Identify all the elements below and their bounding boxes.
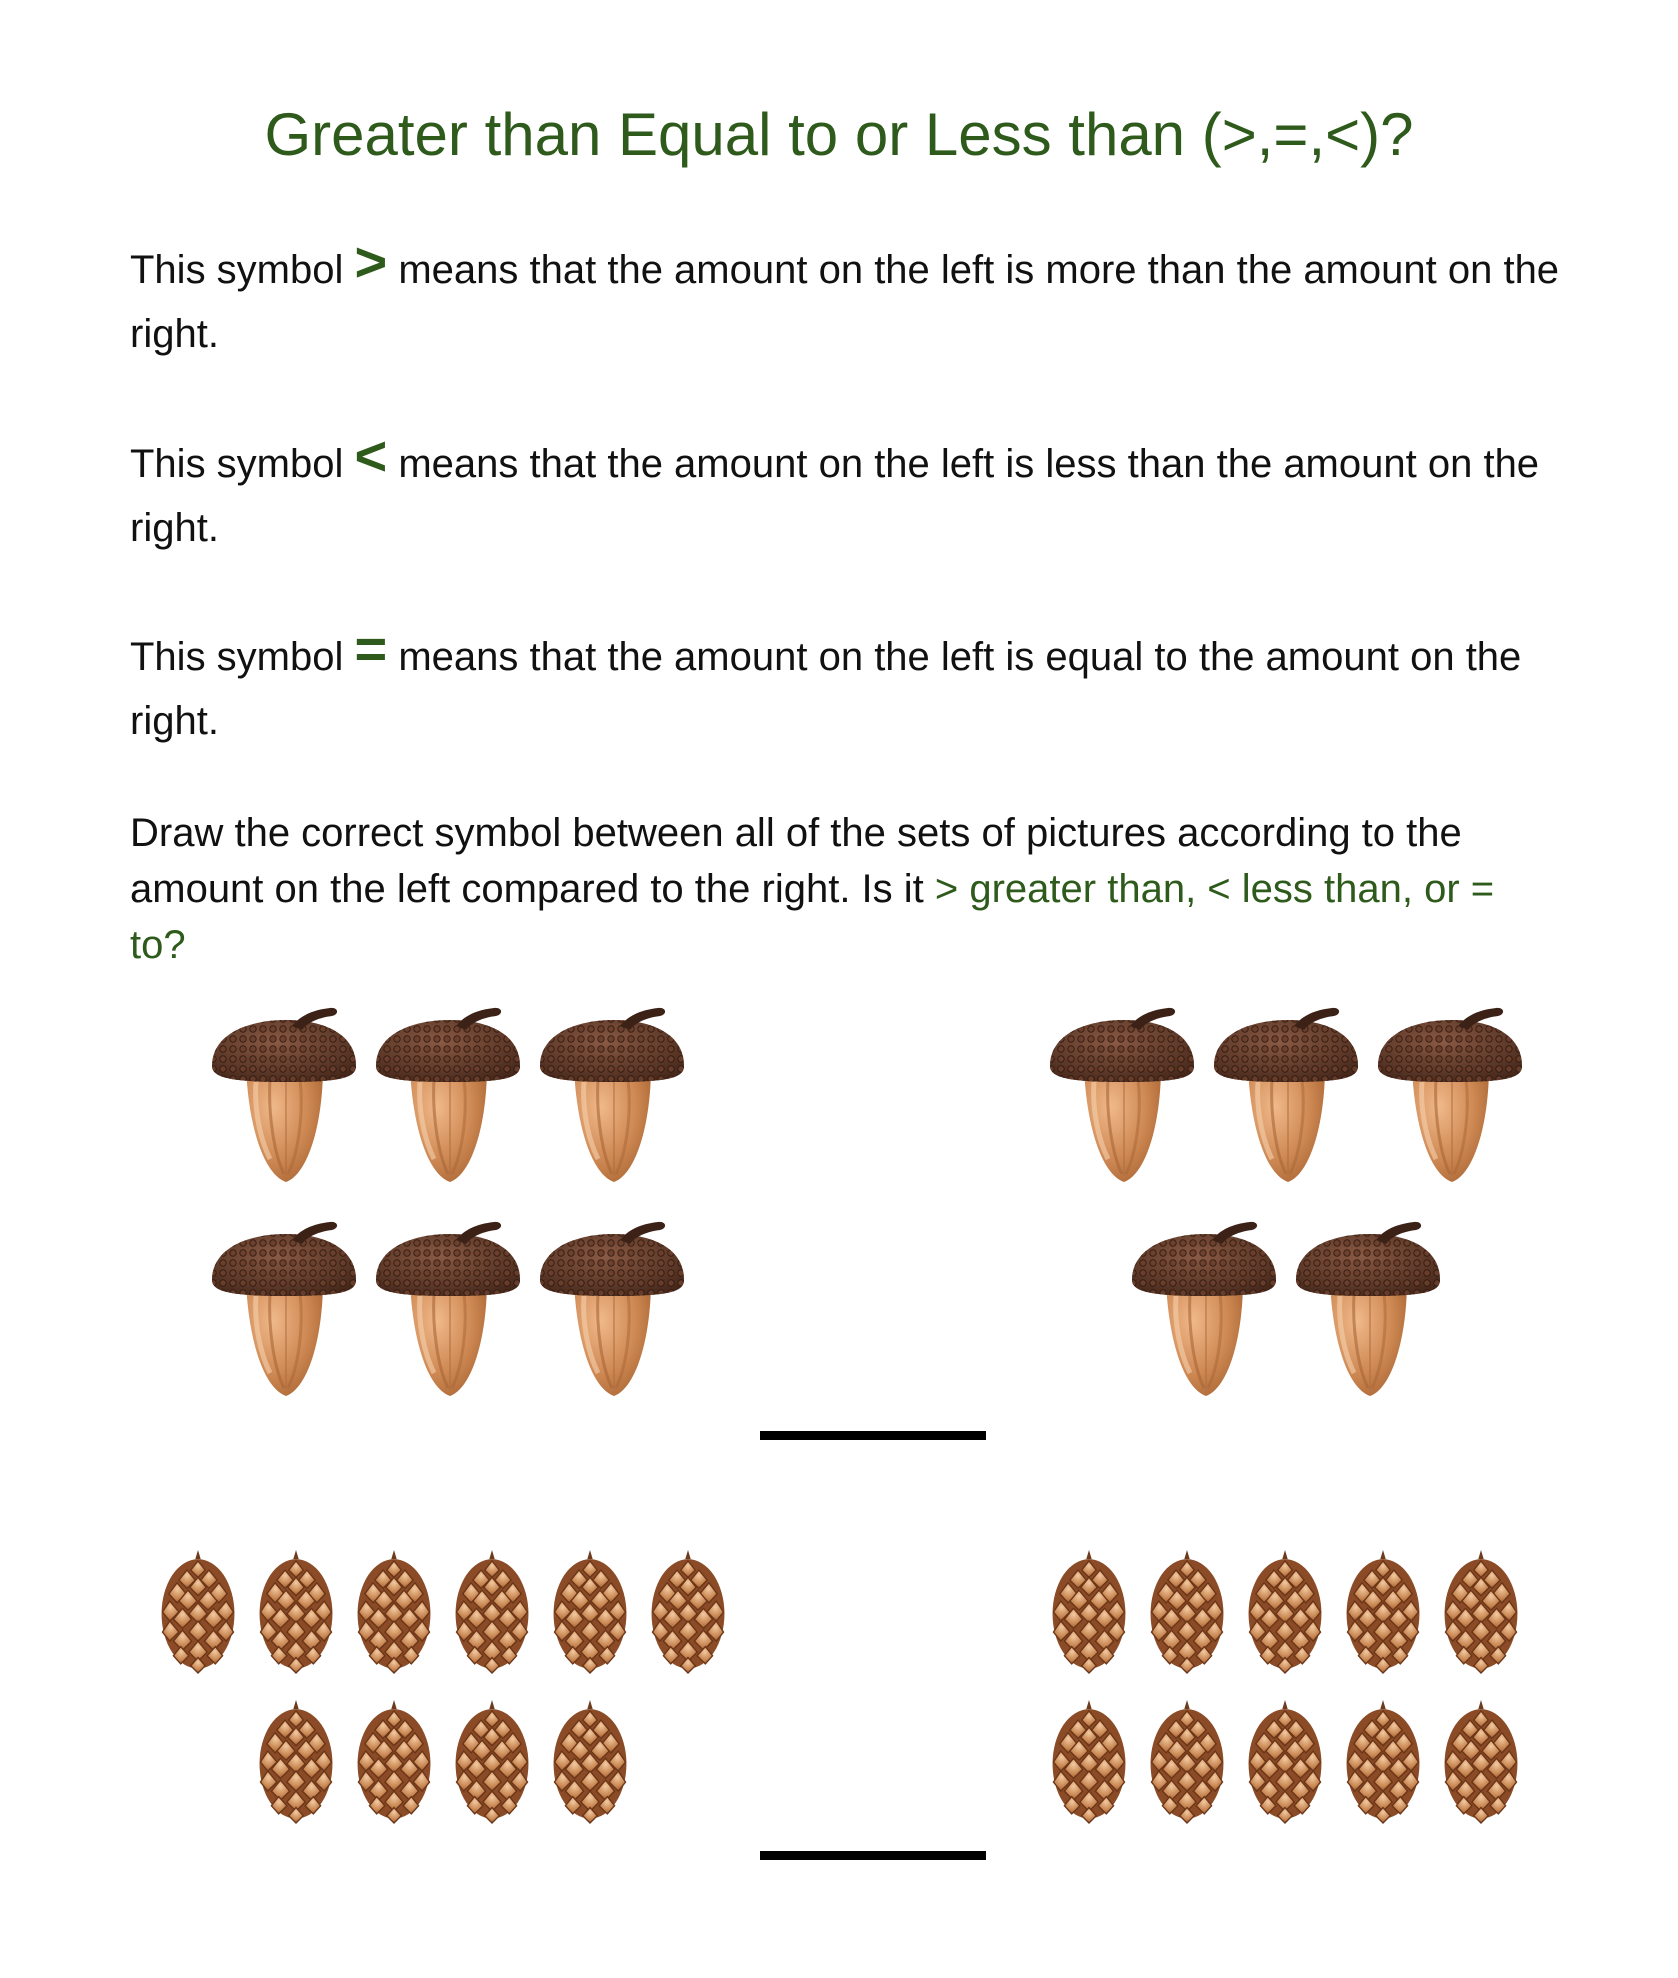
- pinecone-icon: [1244, 1698, 1326, 1826]
- pinecone-icon: [1440, 1698, 1522, 1826]
- instructions-options: > greater than, < less than, or = to?: [130, 867, 1495, 967]
- pinecone-icon: [255, 1548, 337, 1676]
- pinecone-icon: [1146, 1548, 1228, 1676]
- page-title: Greater than Equal to or Less than (>,=,<)?: [264, 101, 1414, 168]
- pinecone-icon: [1244, 1548, 1326, 1676]
- pinecone-icon: [1146, 1698, 1228, 1826]
- pinecone-icon: [353, 1698, 435, 1826]
- acorn-icon: [372, 1218, 522, 1408]
- problem-1-answer-line[interactable]: [760, 1431, 986, 1440]
- equal-symbol: =: [354, 617, 388, 680]
- pinecone-icon: [157, 1548, 239, 1676]
- definition-equal-to: [130, 617, 1560, 753]
- definition-prefix: This symbol: [130, 442, 344, 486]
- acorn-icon: [536, 1218, 686, 1408]
- acorn-icon: [1128, 1218, 1278, 1408]
- acorn-icon: [1210, 1004, 1360, 1194]
- acorn-icon: [208, 1004, 358, 1194]
- definition-prefix: This symbol: [130, 248, 344, 292]
- pinecone-icon: [353, 1548, 435, 1676]
- pinecone-icon: [255, 1698, 337, 1826]
- acorn-icon: [1374, 1004, 1524, 1194]
- pinecone-icon: [647, 1548, 729, 1676]
- pinecone-icon: [1048, 1698, 1130, 1826]
- acorn-icon: [372, 1004, 522, 1194]
- pinecone-icon: [451, 1698, 533, 1826]
- problem-2-answer-line[interactable]: [760, 1851, 986, 1860]
- acorn-icon: [1292, 1218, 1442, 1408]
- acorn-icon: [536, 1004, 686, 1194]
- less-than-symbol: <: [354, 424, 388, 487]
- instructions-text: Draw the correct symbol between all of the sets of pictures according to the amount on the left compared to the right. Is it: [130, 811, 1462, 911]
- greater-than-symbol: >: [354, 230, 388, 293]
- pinecone-icon: [549, 1548, 631, 1676]
- acorn-icon: [1046, 1004, 1196, 1194]
- pinecone-icon: [451, 1548, 533, 1676]
- definition-greater-than: [130, 230, 1560, 366]
- instructions: [130, 805, 1560, 973]
- pinecone-icon: [1342, 1548, 1424, 1676]
- definition-prefix: This symbol: [130, 635, 344, 679]
- pinecone-icon: [1440, 1548, 1522, 1676]
- definition-less-than: [130, 424, 1560, 560]
- definition-text: means that the amount on the left is equal to the amount on the right.: [130, 635, 1522, 743]
- pinecone-icon: [1048, 1548, 1130, 1676]
- pinecone-icon: [549, 1698, 631, 1826]
- pinecone-icon: [1342, 1698, 1424, 1826]
- definition-text: means that the amount on the left is less than the amount on the right.: [130, 442, 1540, 550]
- definition-text: means that the amount on the left is more than the amount on the right.: [130, 248, 1560, 356]
- acorn-icon: [208, 1218, 358, 1408]
